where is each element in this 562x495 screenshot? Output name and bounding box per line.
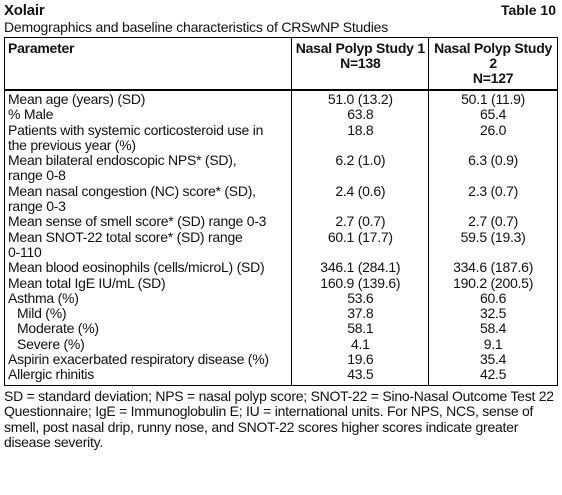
- row-label: [5, 90, 292, 107]
- row-label-line: % Male: [8, 106, 54, 123]
- row-label-line: Mean sense of smell score* (SD) range 0-3: [8, 213, 267, 230]
- table-row: [5, 153, 558, 184]
- row-label: [5, 184, 292, 215]
- header-study1: [292, 38, 429, 91]
- row-label: [5, 291, 292, 306]
- study1-value: 160.9 (139.6): [292, 276, 429, 291]
- table-row: [5, 90, 558, 107]
- study2-value: 59.5 (19.3): [429, 230, 558, 261]
- row-label-line: Severe (%): [17, 335, 85, 352]
- study1-value: 2.7 (0.7): [292, 214, 429, 229]
- study1-value: 37.8: [292, 306, 429, 321]
- study2-value: 35.4: [429, 352, 558, 367]
- row-label-line: Asthma (%): [8, 289, 79, 306]
- table-header-row: [5, 38, 558, 91]
- study1-value: 2.4 (0.6): [292, 184, 429, 215]
- study2-value: 190.2 (200.5): [429, 276, 558, 291]
- table-row: [5, 260, 558, 275]
- study2-value: 65.4: [429, 107, 558, 122]
- row-label-line: Allergic rhinitis: [8, 366, 94, 383]
- study1-value: 346.1 (284.1): [292, 260, 429, 275]
- table-row: [5, 276, 558, 291]
- row-label-line: 0-110: [8, 243, 42, 260]
- row-label: [5, 260, 292, 275]
- study1-value: 19.6: [292, 352, 429, 367]
- document-page: [4, 0, 558, 451]
- header-study1-n: N=138: [340, 55, 381, 71]
- study1-value: 53.6: [292, 291, 429, 306]
- row-label: [5, 214, 292, 229]
- characteristics-table: [4, 37, 558, 386]
- row-label-line: Mild (%): [17, 305, 67, 322]
- row-label-line: Mean blood eosinophils (cells/microL) (SD): [8, 259, 265, 276]
- row-label-line: Patients with systemic corticosteroid use in: [8, 121, 264, 138]
- table-row: [5, 337, 558, 352]
- table-row: [5, 352, 558, 367]
- study2-value: 42.5: [429, 367, 558, 385]
- header-study1-title: Nasal Polyp Study 1: [295, 40, 425, 56]
- table-row: [5, 230, 558, 261]
- table-number: Table 10: [501, 2, 556, 18]
- study1-value: 63.8: [292, 107, 429, 122]
- table-footnote: SD = standard deviation; NPS = nasal polyp score; SNOT-22 = Sino-Nasal Outcome Test 22 Questionnaire; IgE = Immunoglobulin E; IU = international units. For NPS, NCS, sense of smell, post nasal drip, runny nose, and SNOT-22 scores higher scores indicate greater disease severity.: [4, 387, 554, 451]
- study2-value: 6.3 (0.9): [429, 153, 558, 184]
- study1-value: 58.1: [292, 321, 429, 336]
- row-label: [5, 153, 292, 184]
- row-label: [5, 107, 292, 122]
- row-label-line: Moderate (%): [17, 320, 99, 337]
- study2-value: 2.3 (0.7): [429, 184, 558, 215]
- row-label-line: Mean SNOT-22 total score* (SD) range: [8, 228, 243, 245]
- row-label: [5, 321, 292, 336]
- header-study2: [429, 38, 558, 91]
- row-label: [5, 230, 292, 261]
- row-label: [5, 367, 292, 385]
- table-row: [5, 306, 558, 321]
- brand-name: Xolair: [4, 2, 45, 19]
- row-label-line: Aspirin exacerbated respiratory disease (%): [8, 351, 269, 368]
- study2-value: 58.4: [429, 321, 558, 336]
- header-row: [4, 2, 558, 19]
- table-row: [5, 107, 558, 122]
- study1-value: 6.2 (1.0): [292, 153, 429, 184]
- study1-value: 4.1: [292, 337, 429, 352]
- row-label-line: range 0-3: [8, 198, 66, 215]
- header-parameter: Parameter: [5, 38, 292, 91]
- study2-value: 2.7 (0.7): [429, 214, 558, 229]
- row-label-line: Mean age (years) (SD): [8, 91, 146, 107]
- table-row: [5, 184, 558, 215]
- table-row: [5, 367, 558, 385]
- study1-value: 43.5: [292, 367, 429, 385]
- row-label: [5, 123, 292, 154]
- study2-value: 32.5: [429, 306, 558, 321]
- study1-value: 51.0 (13.2): [292, 90, 429, 107]
- study1-value: 18.8: [292, 123, 429, 154]
- table-body: [5, 90, 558, 385]
- study1-value: 60.1 (17.7): [292, 230, 429, 261]
- row-label: [5, 306, 292, 321]
- study2-value: 50.1 (11.9): [429, 90, 558, 107]
- study2-value: 60.6: [429, 291, 558, 306]
- row-label-line: Mean total IgE IU/mL (SD): [8, 274, 166, 291]
- study2-value: 334.6 (187.6): [429, 260, 558, 275]
- study2-value: 9.1: [429, 337, 558, 352]
- table-row: [5, 321, 558, 336]
- table-row: [5, 123, 558, 154]
- row-label: [5, 276, 292, 291]
- table-row: [5, 214, 558, 229]
- header-study2-title: Nasal Polyp Study 2: [434, 40, 553, 71]
- row-label: [5, 337, 292, 352]
- row-label: [5, 352, 292, 367]
- row-label-line: Mean nasal congestion (NC) score* (SD),: [8, 182, 256, 199]
- table-row: [5, 291, 558, 306]
- row-label-line: Mean bilateral endoscopic NPS* (SD),: [8, 152, 237, 169]
- table-caption: Demographics and baseline characteristics of CRSwNP Studies: [4, 19, 389, 35]
- header-study2-n: N=127: [472, 70, 514, 86]
- row-label-line: the previous year (%): [8, 136, 136, 153]
- study2-value: 26.0: [429, 123, 558, 154]
- row-label-line: range 0-8: [8, 167, 66, 184]
